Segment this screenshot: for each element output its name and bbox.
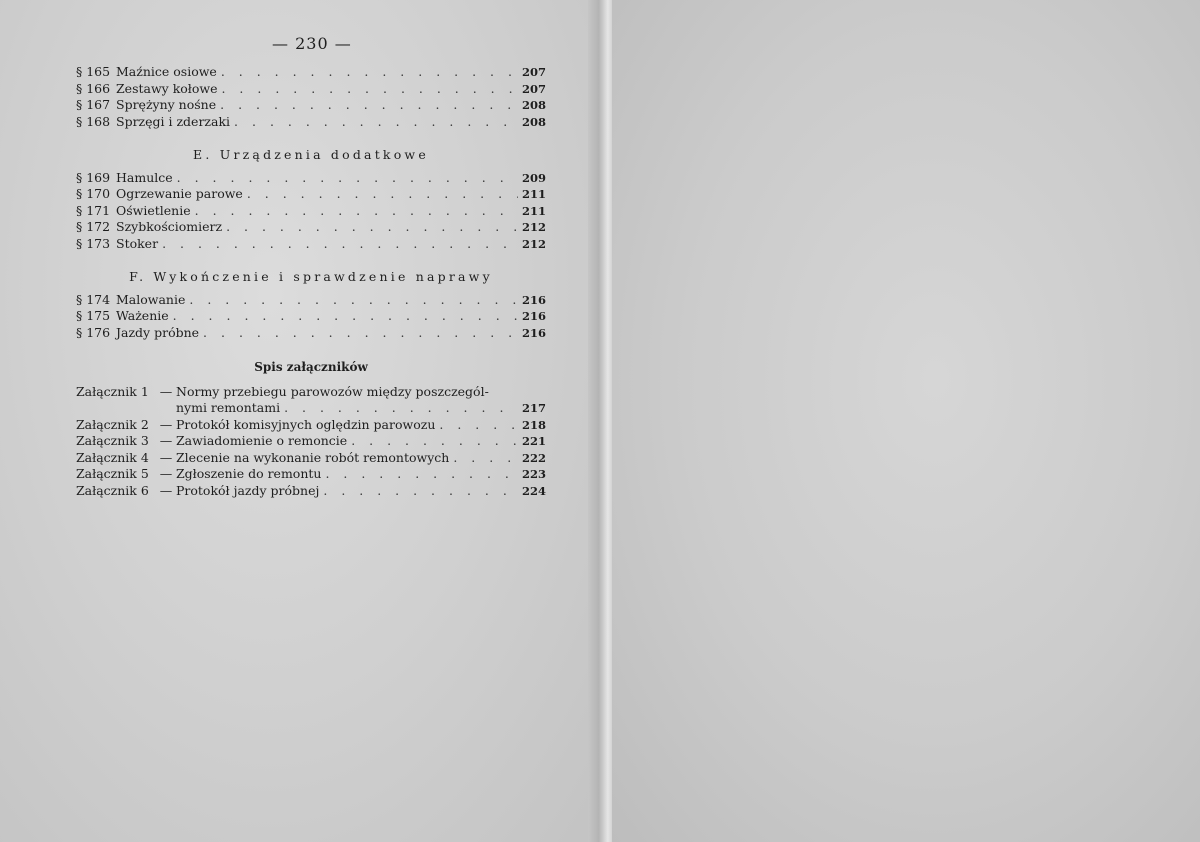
toc-leader [162, 236, 518, 253]
attachment-label: Załącznik 2 [76, 416, 149, 432]
toc-leader [247, 186, 518, 203]
attachment-title: Protokół jazdy próbnej [176, 482, 320, 498]
toc-row [76, 114, 546, 131]
attachment-row [76, 466, 546, 483]
attachments-list [76, 384, 546, 500]
toc-leader [453, 450, 518, 467]
toc-page: 216 [522, 292, 547, 307]
toc-title: Ważenie [116, 308, 169, 323]
table-of-contents [76, 64, 546, 499]
attachment-label: Załącznik 1 [76, 383, 149, 399]
toc-number: § 171 [76, 202, 111, 218]
toc-page: 209 [522, 170, 547, 185]
toc-leader [189, 292, 518, 309]
toc-page: 216 [522, 325, 547, 340]
toc-title: Zestawy kołowe [116, 80, 218, 96]
toc-page: 212 [522, 236, 547, 251]
toc-leader [221, 81, 518, 98]
toc-leader [220, 97, 518, 114]
toc-number: § 167 [76, 97, 111, 112]
attachment-dash: — [159, 433, 173, 448]
right-page-blank [612, 0, 1200, 842]
page-number: — 230 — [272, 34, 352, 53]
toc-leader [323, 483, 518, 500]
attachment-dash: — [159, 449, 173, 465]
toc-number: § 170 [76, 186, 111, 201]
toc-row [76, 186, 546, 203]
toc-leader [195, 203, 518, 220]
toc-leader [221, 64, 518, 81]
toc-leader [226, 219, 518, 236]
toc-row [76, 308, 546, 325]
toc-page: 211 [522, 187, 547, 201]
attachment-dash: — [159, 383, 173, 399]
toc-leader [234, 114, 518, 131]
attachment-title: Zawiadomienie o remoncie [176, 433, 348, 448]
toc-title: Szybkościomierz [116, 219, 223, 234]
toc-page: 208 [522, 98, 547, 112]
attachment-label: Załącznik 6 [76, 482, 149, 498]
toc-leader [325, 466, 518, 483]
attachment-page: 223 [522, 467, 547, 481]
group-f-list [76, 292, 546, 342]
toc-leader [284, 400, 518, 417]
attachment-page: 218 [522, 417, 547, 432]
toc-row [76, 64, 546, 81]
toc-title: Hamulce [116, 169, 173, 185]
toc-row [76, 203, 546, 220]
toc-number: § 173 [76, 235, 111, 251]
toc-title: Sprężyny nośne [116, 97, 217, 112]
attachment-dash: — [159, 466, 173, 481]
toc-number: § 165 [76, 64, 111, 79]
attachment-page: 224 [522, 483, 547, 498]
attachment-row [76, 450, 546, 467]
attachment-label: Załącznik 3 [76, 433, 149, 448]
toc-number: § 176 [76, 324, 111, 340]
toc-page: 207 [522, 65, 547, 79]
toc-row [76, 97, 546, 114]
toc-number: § 174 [76, 291, 111, 307]
toc-page: 211 [522, 203, 547, 218]
toc-page: 207 [522, 81, 547, 96]
toc-page: 208 [522, 114, 547, 129]
group-e-list [76, 170, 546, 253]
toc-title: Stoker [116, 235, 159, 251]
toc-title: Ogrzewanie parowe [116, 186, 243, 201]
section-heading-f: F. Wykończenie i sprawdzenie naprawy [129, 269, 493, 284]
toc-page: 212 [522, 220, 547, 234]
toc-leader [173, 308, 518, 325]
toc-row [76, 325, 546, 342]
toc-number: § 172 [76, 219, 111, 234]
toc-number: § 169 [76, 169, 111, 185]
attachment-title: Protokół komisyjnych oględzin parowozu [176, 416, 436, 432]
attachment-title-line1: Normy przebiegu parowozów między poszczegól- [176, 383, 489, 399]
attachment-label: Załącznik 4 [76, 449, 149, 465]
toc-number: § 166 [76, 80, 111, 96]
toc-row [76, 170, 546, 187]
toc-number: § 175 [76, 308, 111, 323]
toc-title: Maźnice osiowe [116, 64, 217, 79]
attachment-page: 217 [522, 401, 547, 415]
attachment-title: nymi remontami [176, 400, 281, 415]
toc-title: Oświetlenie [116, 202, 191, 218]
attachment-label: Załącznik 5 [76, 466, 149, 481]
attachment-row [76, 433, 546, 450]
toc-page: 216 [522, 309, 547, 323]
attachment-row [76, 384, 546, 401]
toc-leader [351, 433, 518, 450]
toc-row [76, 292, 546, 309]
attachment-row-continuation [76, 400, 546, 417]
attachment-row [76, 483, 546, 500]
group-d-list [76, 64, 546, 130]
toc-leader [439, 417, 518, 434]
attachment-dash: — [159, 416, 173, 432]
attachment-page: 222 [522, 450, 547, 465]
attachment-title: Zgłoszenie do remontu [176, 466, 322, 481]
attachment-page: 221 [522, 434, 547, 448]
toc-title: Jazdy próbne [116, 324, 200, 340]
toc-number: § 168 [76, 113, 111, 129]
toc-leader [203, 325, 518, 342]
toc-row [76, 219, 546, 236]
appendix-heading: Spis załączników [254, 360, 368, 374]
attachment-row [76, 417, 546, 434]
section-heading-e: E. Urządzenia dodatkowe [193, 147, 429, 162]
toc-row [76, 81, 546, 98]
attachment-title: Zlecenie na wykonanie robót remontowych [176, 449, 450, 465]
toc-row [76, 236, 546, 253]
toc-title: Malowanie [116, 291, 186, 307]
toc-title: Sprzęgi i zderzaki [116, 113, 231, 129]
attachment-dash: — [159, 482, 173, 498]
toc-leader [177, 170, 518, 187]
